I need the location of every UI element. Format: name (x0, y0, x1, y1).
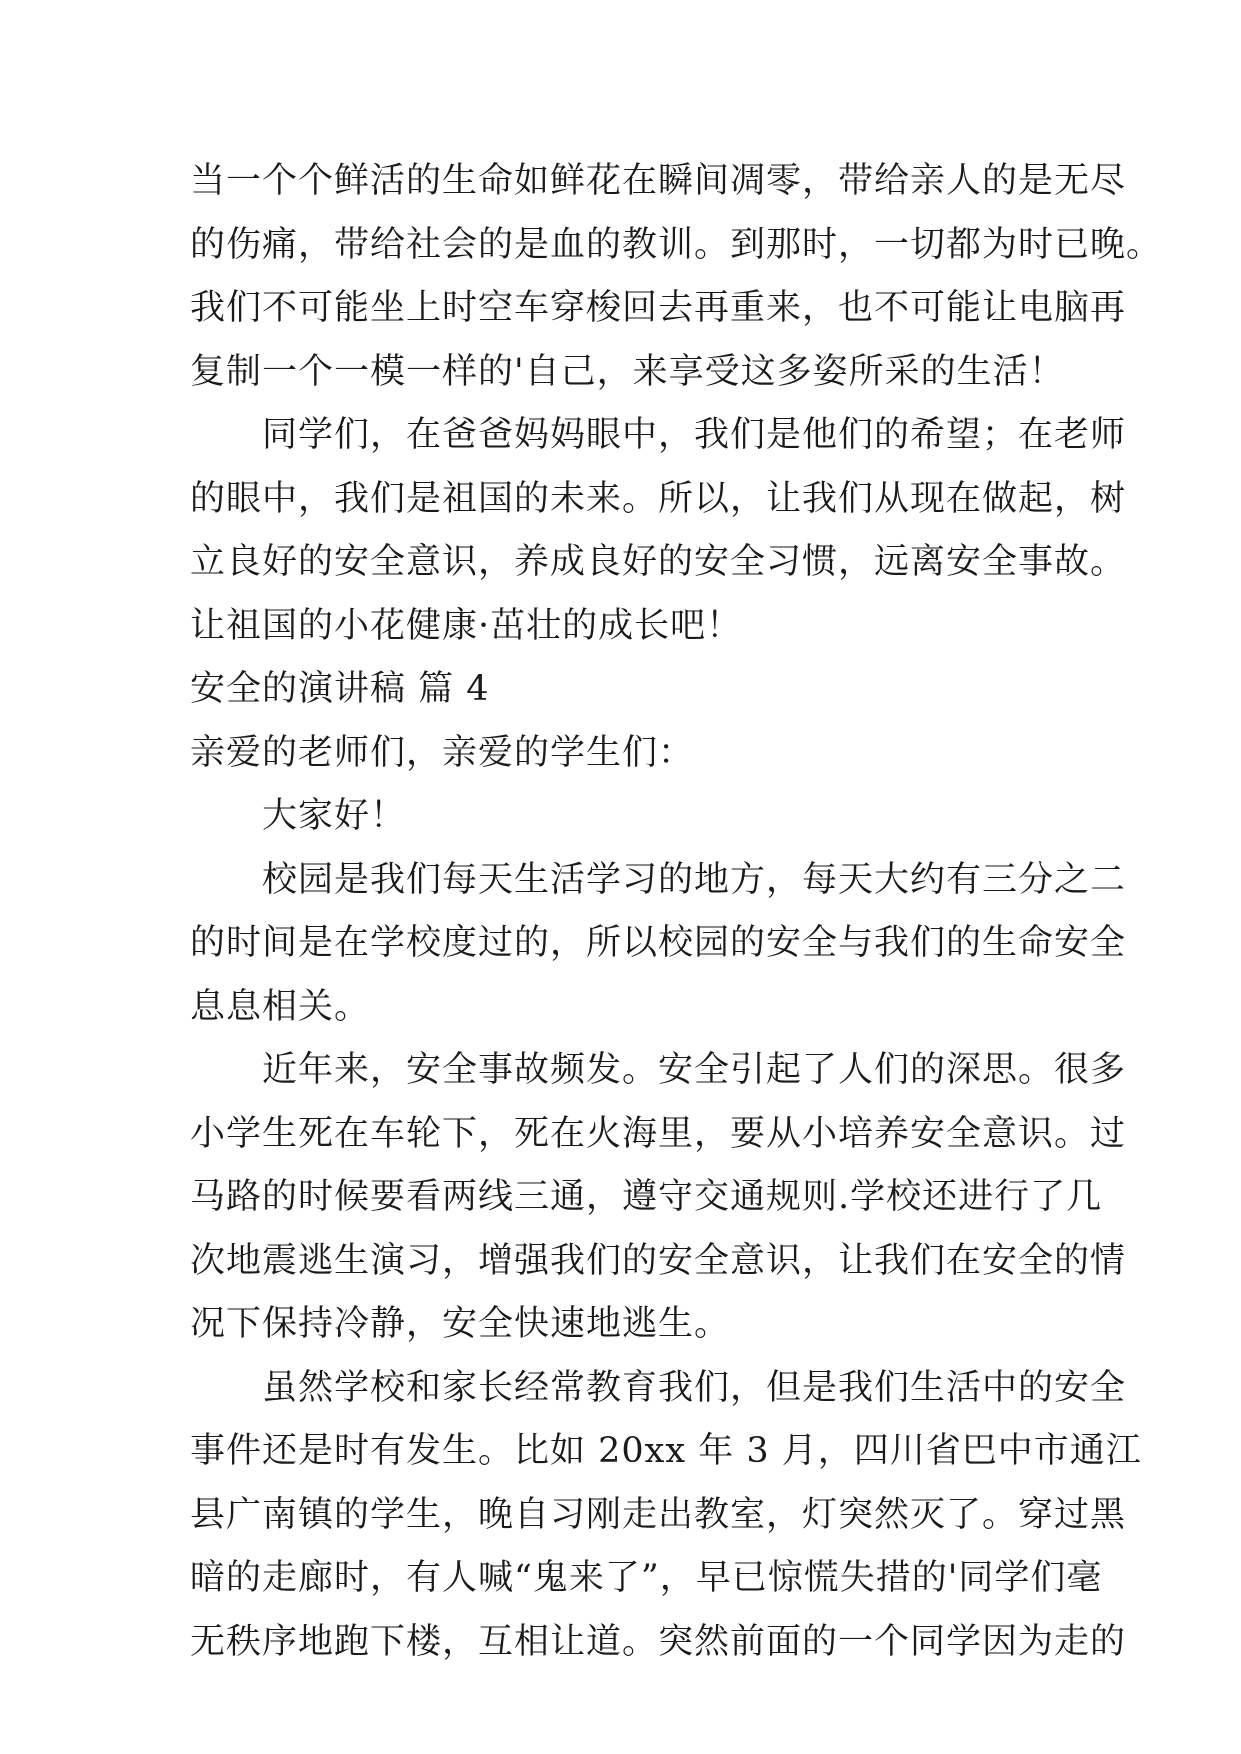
text-line: 当一个个鲜活的生命如鲜花在瞬间凋零，带给亲人的是无尽 (190, 161, 1127, 201)
text-line: 让祖国的小花健康·茁壮的成长吧！ (190, 605, 743, 646)
text-line: 复制一个一模一样的'自己，来享受这多姿所采的生活！ (190, 351, 1065, 392)
text-line: 的伤痛，带给社会的是血的教训。到那时，一切都为时已晚。 (190, 224, 1163, 265)
section-heading: 安全的演讲稿 篇 4 (190, 669, 490, 709)
text-line: 立良好的安全意识，养成良好的安全习惯，远离安全事故。 (190, 542, 1127, 582)
text-line: 的时间是在学校度过的，所以校园的安全与我们的生命安全 (190, 923, 1127, 963)
text-line: 无秩序地跑下楼，互相让道。突然前面的一个同学因为走的 (190, 1621, 1127, 1662)
text-line: 我们不可能坐上时空车穿梭回去再重来，也不可能让电脑再 (190, 288, 1127, 328)
text-line: 同学们，在爸爸妈妈眼中，我们是他们的希望；在老师 (190, 415, 1127, 455)
text-line: 息息相关。 (190, 986, 371, 1027)
text-line: 暗的走廊时，有人喊“鬼来了”，早已惊慌失措的'同学们毫 (190, 1558, 1103, 1598)
text-line: 事件还是时有发生。比如 20xx 年 3 月，四川省巴中市通江 (190, 1431, 1142, 1471)
text-line: 次地震逃生演习，增强我们的安全意识，让我们在安全的情 (190, 1240, 1127, 1281)
document-body (190, 150, 1163, 1674)
text-line: 小学生死在车轮下，死在火海里，要从小培养安全意识。过 (190, 1113, 1127, 1154)
salutation: 亲爱的老师们，亲爱的学生们： (190, 732, 695, 773)
text-line: 校园是我们每天生活学习的地方，每天大约有三分之二 (190, 859, 1127, 900)
text-line: 近年来，安全事故频发。安全引起了人们的深思。很多 (190, 1050, 1127, 1090)
text-line: 虽然学校和家长经常教育我们，但是我们生活中的安全 (190, 1367, 1127, 1408)
text-line: 况下保持冷静，安全快速地逃生。 (190, 1304, 731, 1344)
text-line: 县广南镇的学生，晚自习刚走出教室，灯突然灭了。穿过黑 (190, 1494, 1127, 1535)
greeting: 大家好！ (190, 796, 407, 836)
text-line: 马路的时候要看两线三通，遵守交通规则.学校还进行了几 (190, 1177, 1103, 1217)
text-line: 的眼中，我们是祖国的未来。所以，让我们从现在做起，树 (190, 478, 1127, 519)
